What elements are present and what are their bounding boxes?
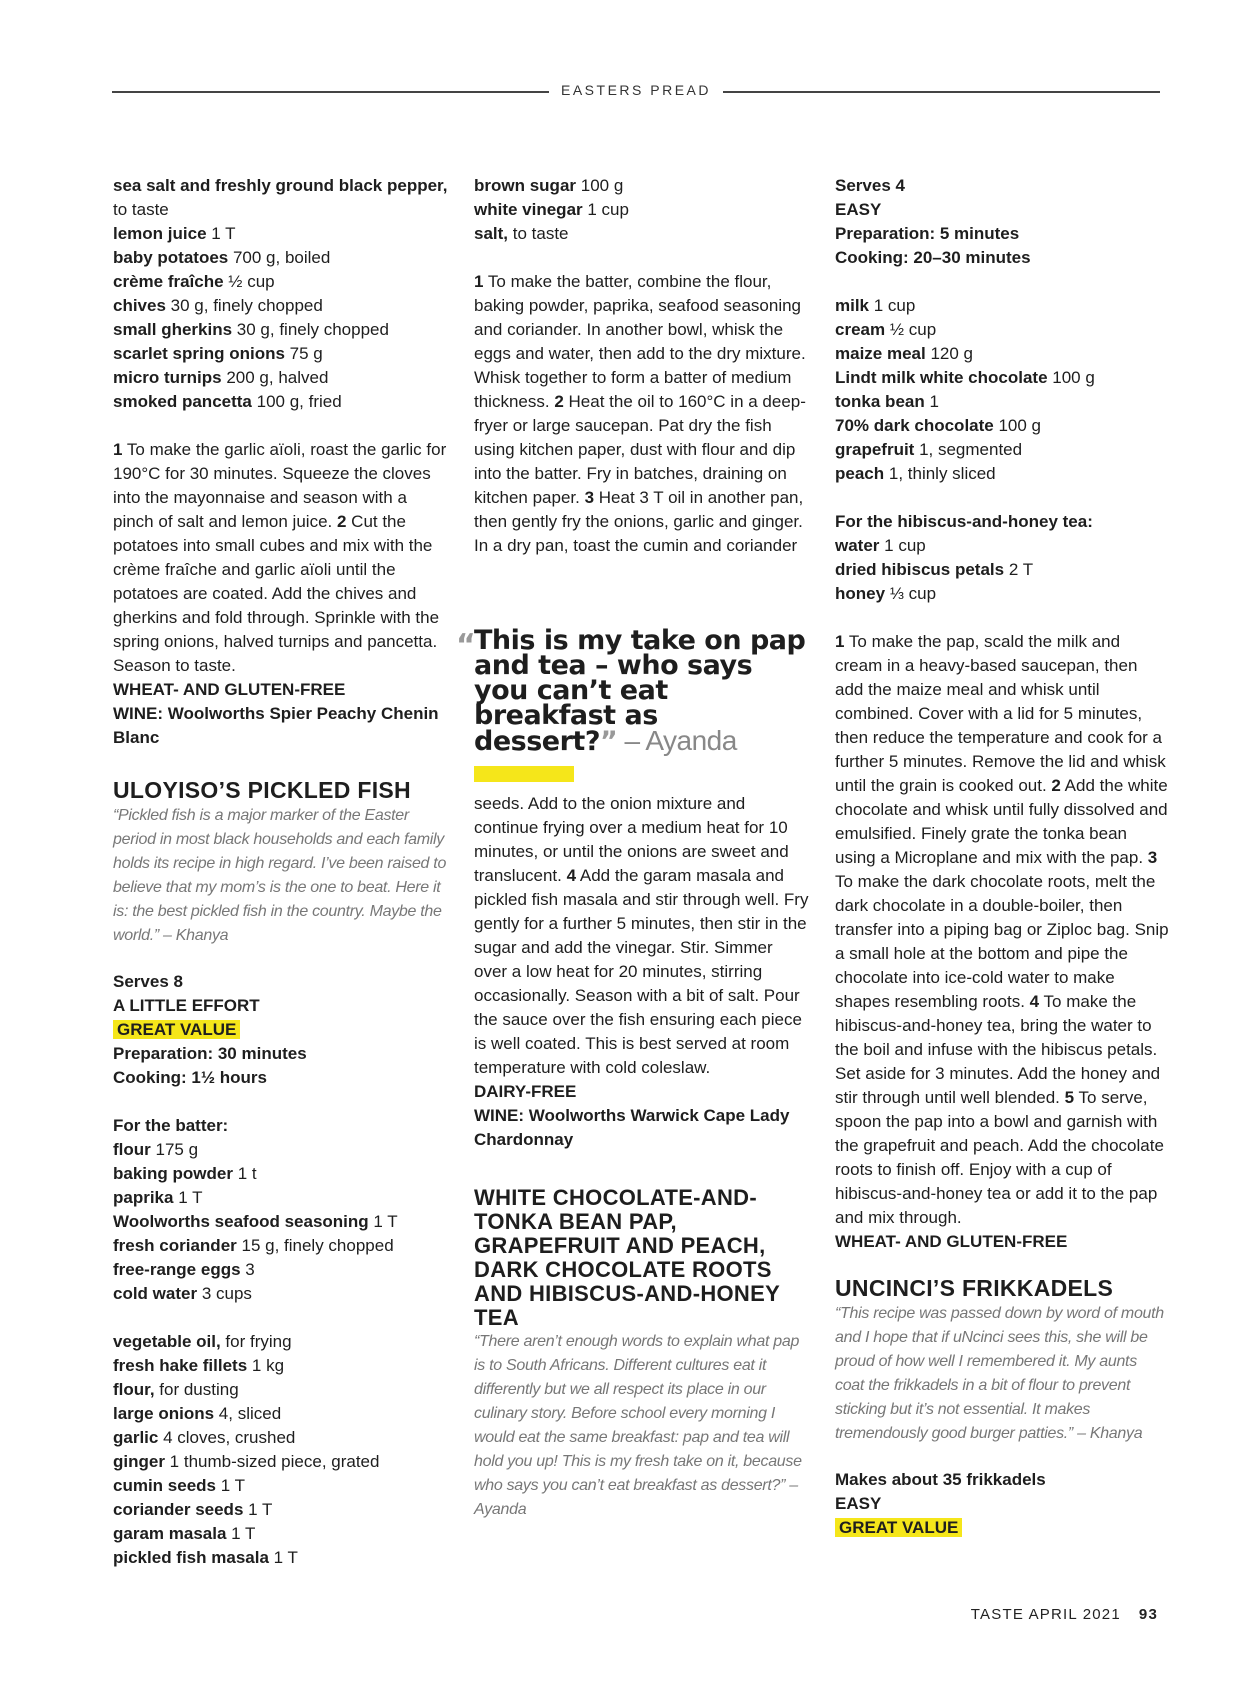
ingredient-name: cold water: [113, 1284, 198, 1303]
step-text: To make the garlic aïoli, roast the garlic for 190°C for 30 minutes. Squeeze the cloves into the mayonnaise and season with a pinch of salt and lemon juice.: [113, 440, 447, 531]
great-value-badge: GREAT VALUE: [113, 1020, 240, 1039]
step-number: 1: [113, 440, 123, 459]
batter-list: [113, 1138, 448, 1306]
ingredient-qty: 1 cup: [879, 536, 926, 555]
ingredient-name: baking powder: [113, 1164, 233, 1183]
step-text: Heat 3 T oil in another pan, then gently fry the onions, garlic and ginger. In a dry pan, toast the cumin and coriander: [474, 488, 804, 555]
ingredient-qty: 1 cup: [582, 200, 629, 219]
page-footer: [971, 1606, 1158, 1623]
step-number: 1: [474, 272, 484, 291]
ingredient-name: lemon juice: [113, 224, 207, 243]
ingredient-qty: 100 g, fried: [251, 392, 342, 411]
ingredient: [835, 414, 1170, 438]
ingredient-name: flour: [113, 1140, 151, 1159]
ingredient-qty: 100 g: [993, 416, 1042, 435]
cook-time: Cooking: 1½ hours: [113, 1068, 267, 1087]
step-text: To serve, spoon the pap into a bowl and garnish with the grapefruit and peach. Add the chocolate roots to finish off. Enjoy with a cup of hibiscus-and-honey tea or add it to the pap and mix through.: [835, 1088, 1164, 1227]
ingredient-qty: to taste: [508, 224, 569, 243]
quote-text: This is my take on pap and tea – who says you can’t eat breakfast as dessert?: [474, 625, 806, 757]
ingredient: [474, 222, 809, 246]
recipe-title: ULOYISO’S PICKLED FISH: [113, 777, 411, 803]
section-header: [112, 82, 1160, 102]
ingredient-qty: ½ cup: [885, 320, 937, 339]
batter-heading: For the batter:: [113, 1116, 229, 1135]
ingredient: [113, 1426, 448, 1450]
step-text: Add the garam masala and pickled fish masala and stir through well. Fry gently for a further 5 minutes, then stir in the sugar and add the vinegar. Stir. Simmer over a low heat for 20 minutes, stirring occasionally. Season with a bit of salt. Pour the sauce over the fish ensuring each piece is well coated. This is best served at room temperature with cold coleslaw.: [474, 866, 809, 1077]
ingredient-name: large onions: [113, 1404, 215, 1423]
ingredient: [835, 462, 1170, 486]
ingredient-qty: 1 cup: [869, 296, 916, 315]
ingredient-qty: 1 T: [173, 1188, 203, 1207]
method-text: [835, 630, 1170, 1230]
ingredient-name: scarlet spring onions: [113, 344, 285, 363]
ingredient-qty: 700 g, boiled: [228, 248, 331, 267]
pull-quote: “ This is my take on pap and tea – who says you can’t eat breakfast as dessert?” – Ayanda: [456, 628, 806, 782]
recipe-title: UNCINCI’S FRIKKADELS: [835, 1275, 1114, 1301]
ingredient: [835, 342, 1170, 366]
ingredient-qty: to taste: [113, 200, 169, 219]
ingredient-name: sea salt and freshly ground black pepper,: [113, 176, 448, 195]
recipe-title: WHITE CHOCOLATE-AND-TONKA BEAN PAP, GRAPEFRUIT AND PEACH, DARK CHOCOLATE ROOTS AND HIBISCUS-AND-HONEY TEA: [474, 1185, 780, 1330]
method: [835, 630, 1170, 1230]
column-2: [474, 174, 809, 1522]
ingredient-qty: 1 T: [226, 1524, 256, 1543]
tea-list: [835, 534, 1170, 606]
method-continued: [474, 792, 809, 1080]
ingredient-qty: 1 thumb-sized piece, grated: [164, 1452, 380, 1471]
ingredient: [113, 1378, 448, 1402]
diet-label: WHEAT- AND GLUTEN-FREE: [113, 680, 346, 699]
ingredient: [113, 1450, 448, 1474]
ingredient: [113, 318, 448, 342]
step-number: 2: [336, 512, 347, 531]
method: [113, 438, 448, 678]
step-text: To make the pap, scald the milk and cream in a heavy-based saucepan, then add the maize meal and whisk until combined. Cover with a lid for 5 minutes, then reduce the temperature and cook for a further 5 minutes. Remove the lid and whisk until the grain is cooked out.: [835, 632, 1166, 795]
ingredient-name: brown sugar: [474, 176, 577, 195]
ingredient-qty: 1 T: [368, 1212, 398, 1231]
ingredient-qty: 1 T: [243, 1500, 273, 1519]
ingredient: [113, 1498, 448, 1522]
ingredient: [835, 582, 1170, 606]
ingredient-qty: 4, sliced: [214, 1404, 282, 1423]
ingredient-qty: 1 T: [216, 1476, 245, 1495]
ingredient: [835, 318, 1170, 342]
ingredient-name: coriander seeds: [113, 1500, 244, 1519]
ingredient-name: pickled fish masala: [113, 1548, 269, 1567]
prep-time: Preparation: 30 minutes: [113, 1044, 307, 1063]
ingredient: [474, 198, 809, 222]
step-text: Add the white chocolate and whisk until fully dissolved and emulsified. Finely grate the tonka bean using a Microplane and mix with the pap.: [835, 776, 1168, 867]
makes: Makes about 35 frikkadels: [835, 1470, 1046, 1489]
ingredient-name: cumin seeds: [113, 1476, 216, 1495]
ingredient-name: ginger: [113, 1452, 165, 1471]
ingredient-list: [835, 294, 1170, 486]
wine-pairing: WINE: Woolworths Spier Peachy Chenin Blanc: [113, 704, 439, 747]
ingredient-qty: 1 t: [232, 1164, 257, 1183]
ingredient-qty: 1 kg: [247, 1356, 285, 1375]
effort-level: EASY: [835, 1494, 882, 1513]
ingredient: [113, 1474, 448, 1498]
recipe-intro: “Pickled fish is a major marker of the Easter period in most black households and each family holds its recipe in high regard. I’ve been raised to believe that my mom’s is the one to beat. Here it is: the best pickled fish in the country. Maybe the world.” – Khanya: [113, 807, 447, 944]
great-value-badge: GREAT VALUE: [835, 1518, 962, 1537]
ingredient-qty: 1, thinly sliced: [884, 464, 996, 483]
quote-author: – Ayanda: [617, 725, 737, 756]
ingredient-qty: ½ cup: [223, 272, 275, 291]
cook-time: Cooking: 20–30 minutes: [835, 248, 1031, 267]
ingredient-name: dried hibiscus petals: [835, 560, 1005, 579]
ingredient: [113, 1546, 448, 1570]
ingredient-name: micro turnips: [113, 368, 222, 387]
prep-time: Preparation: 5 minutes: [835, 224, 1020, 243]
ingredient: [835, 558, 1170, 582]
ingredient-name: baby potatoes: [113, 248, 229, 267]
ingredient-name: cream: [835, 320, 886, 339]
step-number: 3: [1147, 848, 1158, 867]
ingredient-qty: 100 g: [576, 176, 624, 195]
ingredient-qty: 175 g: [150, 1140, 199, 1159]
method-text: [474, 792, 809, 1080]
ingredient-name: chives: [113, 296, 166, 315]
ingredient: [113, 1522, 448, 1546]
ingredient-name: vegetable oil,: [113, 1332, 221, 1351]
ingredient-name: water: [835, 536, 880, 555]
ingredient-qty: 4 cloves, crushed: [158, 1428, 296, 1447]
ingredient-name: milk: [835, 296, 870, 315]
ingredient: [113, 390, 448, 414]
ingredient: [113, 222, 448, 246]
ingredient: [835, 438, 1170, 462]
ingredient-name: maize meal: [835, 344, 926, 363]
step-text: To make the hibiscus-and-honey tea, bring the water to the boil and infuse with the hibiscus petals. Set aside for 3 minutes. Add the honey and stir through until well blended.: [835, 992, 1161, 1107]
ingredient-qty: 75 g: [284, 344, 323, 363]
ingredient-name: fresh hake fillets: [113, 1356, 248, 1375]
ingredient-name: white vinegar: [474, 200, 583, 219]
ingredient-list: [474, 174, 809, 246]
step-text: Cut the potatoes into small cubes and mix with the crème fraîche and garlic aïoli until the potatoes are coated. Add the chives and gherkins and fold through. Sprinkle with the spring onions, halved turnips and pancetta. Season to taste.: [113, 512, 440, 675]
column-3: [835, 174, 1170, 1540]
method-text: [474, 270, 809, 558]
ingredient: [835, 366, 1170, 390]
ingredient-qty: 2 T: [1004, 560, 1034, 579]
diet-label: WHEAT- AND GLUTEN-FREE: [835, 1232, 1068, 1251]
ingredient: [113, 1186, 448, 1210]
ingredient-qty: 200 g, halved: [221, 368, 329, 387]
ingredient-qty: 30 g, finely chopped: [165, 296, 323, 315]
ingredient: [113, 1330, 448, 1354]
magazine-issue: TASTE APRIL 2021: [970, 1606, 1121, 1623]
header-rule-right: [723, 91, 1160, 93]
header-rule-left: [112, 91, 549, 93]
step-text: To make the batter, combine the flour, baking powder, paprika, seafood seasoning and coriander. In another bowl, whisk the eggs and water, then add to the dry mixture. Whisk together to form a batter of medium thickness.: [474, 272, 806, 411]
ingredient-name: 70% dark chocolate: [835, 416, 994, 435]
diet-label: DAIRY-FREE: [474, 1082, 577, 1101]
serves: Serves 4: [835, 176, 905, 195]
recipe-intro: “This recipe was passed down by word of mouth and I hope that if uNcinci sees this, she will be proud of how well I remembered it. My aunts coat the frikkadels in a bit of flour to prevent sticking but it’s not essential. It makes tremendously good burger patties.” – Khanya: [835, 1305, 1164, 1442]
ingredient-name: salt,: [474, 224, 509, 243]
ingredient: [835, 534, 1170, 558]
ingredient-name: tonka bean: [835, 392, 925, 411]
step-number: 4: [566, 866, 577, 885]
section-label: EASTERS PREAD: [561, 82, 711, 98]
page-number: 93: [1138, 1606, 1158, 1623]
ingredient-name: fresh coriander: [113, 1236, 237, 1255]
ingredient-name: Lindt milk white chocolate: [835, 368, 1048, 387]
ingredient-name: honey: [835, 584, 886, 603]
step-number: 2: [1051, 776, 1061, 795]
ingredient-name: garam masala: [113, 1524, 227, 1543]
quote-accent-bar: [474, 766, 574, 782]
ingredient-name: small gherkins: [113, 320, 233, 339]
wine-pairing: WINE: Woolworths Warwick Cape Lady Chardonnay: [474, 1106, 790, 1149]
ingredient-qty: 1 T: [268, 1548, 298, 1567]
step-number: 1: [835, 632, 845, 651]
ingredient-qty: 3 cups: [197, 1284, 252, 1303]
quote-mark: “: [456, 628, 476, 663]
ingredient: [474, 174, 809, 198]
ingredient: [113, 294, 448, 318]
recipe-intro: “There aren’t enough words to explain what pap is to South Africans. Different cultures eat it differently but we all respect its place in our culinary story. Before school every morning I would eat the same breakfast: pap and tea will hold you up! This is my fresh take on it, because who says you can’t eat breakfast as dessert?” – Ayanda: [474, 1333, 802, 1518]
step-text: seeds. Add to the onion mixture and continue frying over a medium heat for 10 minutes, or until the onions are sweet and translucent.: [474, 794, 789, 885]
ingredient-name: garlic: [113, 1428, 159, 1447]
serves: Serves 8: [113, 972, 183, 991]
effort-level: A LITTLE EFFORT: [113, 996, 260, 1015]
ingredient: [113, 366, 448, 390]
tea-heading: For the hibiscus-and-honey tea:: [835, 512, 1093, 531]
ingredient-qty: 3: [240, 1260, 255, 1279]
ingredient-qty: for frying: [220, 1332, 292, 1351]
ingredient: [113, 270, 448, 294]
step-text: Heat the oil to 160°C in a deep-fryer or large saucepan. Pat dry the fish using kitchen paper, dust with flour and dip into the batter. Fry in batches, draining on kitchen paper.: [474, 392, 806, 507]
method-text: [113, 438, 448, 678]
ingredient-name: crème fraîche: [113, 272, 224, 291]
ingredient-name: Woolworths seafood seasoning: [113, 1212, 369, 1231]
ingredient-list: [113, 174, 448, 414]
ingredient-name: peach: [835, 464, 885, 483]
ingredient: [113, 1354, 448, 1378]
ingredient: [835, 390, 1170, 414]
ingredient: [113, 246, 448, 270]
ingredient-qty: 1, segmented: [914, 440, 1023, 459]
ingredient: [113, 342, 448, 366]
ingredient-name: paprika: [113, 1188, 174, 1207]
ingredient-name: smoked pancetta: [113, 392, 252, 411]
ingredient: [113, 1402, 448, 1426]
ingredient: [113, 1234, 448, 1258]
ingredient-qty: 1 T: [206, 224, 236, 243]
ingredient: [113, 1282, 448, 1306]
ingredient: [113, 1258, 448, 1282]
ingredient-qty: ⅓ cup: [885, 584, 937, 603]
step-number: 2: [554, 392, 564, 411]
ingredient: [113, 1210, 448, 1234]
step-number: 5: [1064, 1088, 1075, 1107]
ingredient-name: grapefruit: [835, 440, 915, 459]
ingredient: [113, 1162, 448, 1186]
ingredient-qty: 100 g: [1047, 368, 1095, 387]
ingredient: [113, 174, 448, 222]
ingredient-qty: for dusting: [154, 1380, 239, 1399]
ingredient-qty: 120 g: [925, 344, 973, 363]
step-text: To make the dark chocolate roots, melt the dark chocolate in a double-boiler, then transfer into a piping bag or Ziploc bag. Snip a small hole at the bottom and pipe the chocolate into ice-cold water to make shapes resembling roots.: [835, 872, 1169, 1011]
step-number: 4: [1029, 992, 1040, 1011]
ingredient-qty: 1: [924, 392, 939, 411]
ingredient-name: flour,: [113, 1380, 155, 1399]
ingredient: [113, 1138, 448, 1162]
ingredient-name: free-range eggs: [113, 1260, 241, 1279]
effort-level: EASY: [835, 200, 882, 219]
column-1: [113, 174, 448, 1570]
method: [474, 270, 809, 558]
ingredient-qty: 30 g, finely chopped: [232, 320, 389, 339]
fish-list: [113, 1330, 448, 1570]
ingredient-qty: 15 g, finely chopped: [236, 1236, 394, 1255]
step-number: 3: [584, 488, 595, 507]
ingredient: [835, 294, 1170, 318]
